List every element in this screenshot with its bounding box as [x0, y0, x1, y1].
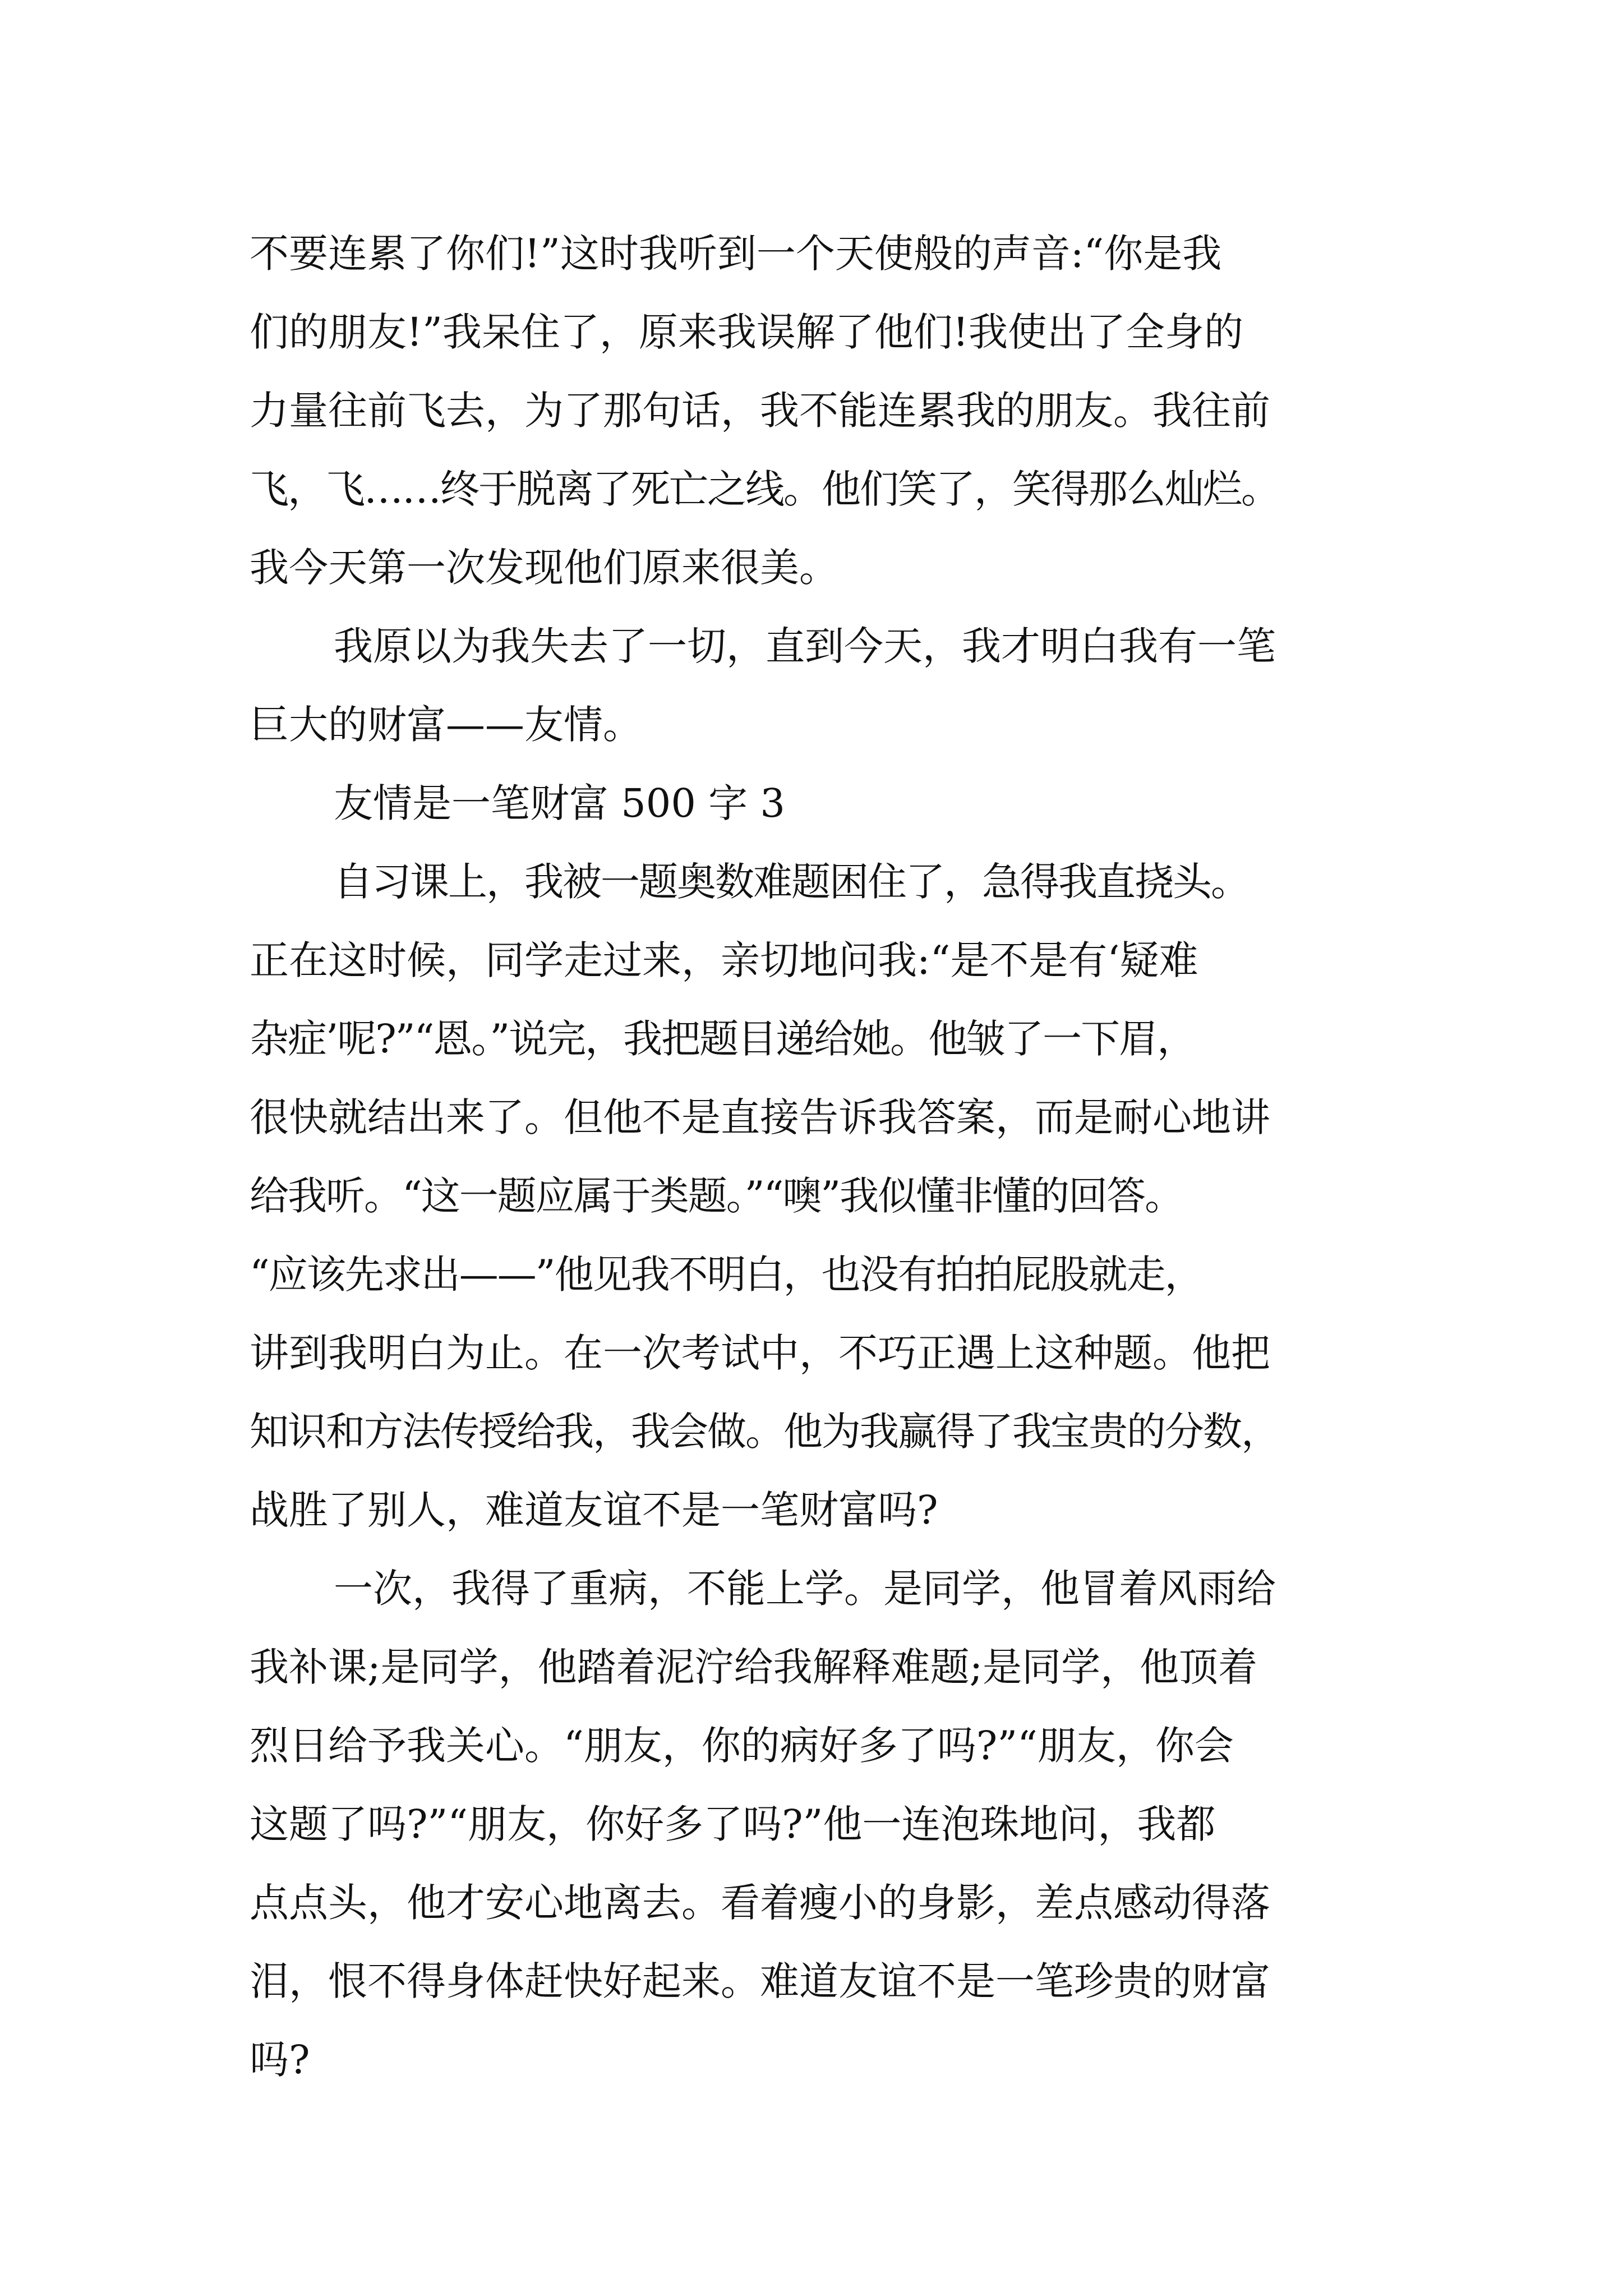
- text-line: 力量往前飞去，为了那句话，我不能连累我的朋友。我往前: [250, 388, 1270, 434]
- text-line: 一次，我得了重病，不能上学。是同学，他冒着风雨给: [334, 1566, 1276, 1612]
- text-line: “应该先求出——”他见我不明白，也没有拍拍屁股就走，: [250, 1251, 1203, 1297]
- text-line: 飞，飞……终于脱离了死亡之线。他们笑了，笑得那么灿烂。: [250, 466, 1279, 512]
- text-line: 烈日给予我关心。“朋友，你的病好多了吗?”“朋友，你会: [250, 1723, 1234, 1769]
- text-line: 战胜了别人，难道友谊不是一笔财富吗?: [250, 1487, 938, 1533]
- text-line: 巨大的财富——友情。: [250, 702, 642, 748]
- paragraph-3: [250, 843, 1416, 1549]
- section-heading: [250, 764, 1416, 843]
- text-line: 点点头，他才安心地离去。看着瘦小的身影，差点感动得落: [250, 1880, 1270, 1926]
- text-line: 我原以为我失去了一切，直到今天，我才明白我有一笔: [334, 623, 1276, 669]
- text-line: 泪，恨不得身体赶快好起来。难道友谊不是一笔珍贵的财富: [250, 1958, 1270, 2004]
- document-body: [250, 214, 1416, 2099]
- text-line: 知识和方法传授给我，我会做。他为我赢得了我宝贵的分数，: [250, 1409, 1279, 1455]
- text-line: 吗?: [250, 2037, 310, 2083]
- heading-text: 友情是一笔财富 500 字 3: [334, 780, 785, 826]
- paragraph-4: [250, 1549, 1416, 2099]
- text-line: 我今天第一次发现他们原来很美。: [250, 545, 838, 591]
- text-line: 自习课上，我被一题奥数难题困住了，急得我直挠头。: [334, 859, 1249, 905]
- text-line: 不要连累了你们!”这时我听到一个天使般的声音:“你是我: [250, 231, 1222, 277]
- text-line: 很快就结出来了。但他不是直接告诉我答案，而是耐心地讲: [250, 1094, 1270, 1140]
- paragraph-1: [250, 214, 1416, 607]
- paragraph-2: [250, 607, 1416, 764]
- text-line: 我补课;是同学，他踏着泥泞给我解释难题;是同学，他顶着: [250, 1644, 1258, 1690]
- text-line: 们的朋友!”我呆住了，原来我误解了他们!我使出了全身的: [250, 309, 1244, 355]
- text-line: 正在这时候，同学走过来，亲切地问我:“是不是有‘疑难: [250, 937, 1198, 983]
- text-line: 杂症’呢?”“恩。”说完，我把题目递给她。他皱了一下眉，: [250, 1016, 1196, 1062]
- text-line: 讲到我明白为止。在一次考试中，不巧正遇上这种题。他把: [250, 1330, 1270, 1376]
- text-line: 给我听。“这一题应属于类题。”“噢”我似懂非懂的回答。: [250, 1173, 1183, 1219]
- text-line: 这题了吗?”“朋友，你好多了吗?”他一连泡珠地问，我都: [250, 1801, 1216, 1847]
